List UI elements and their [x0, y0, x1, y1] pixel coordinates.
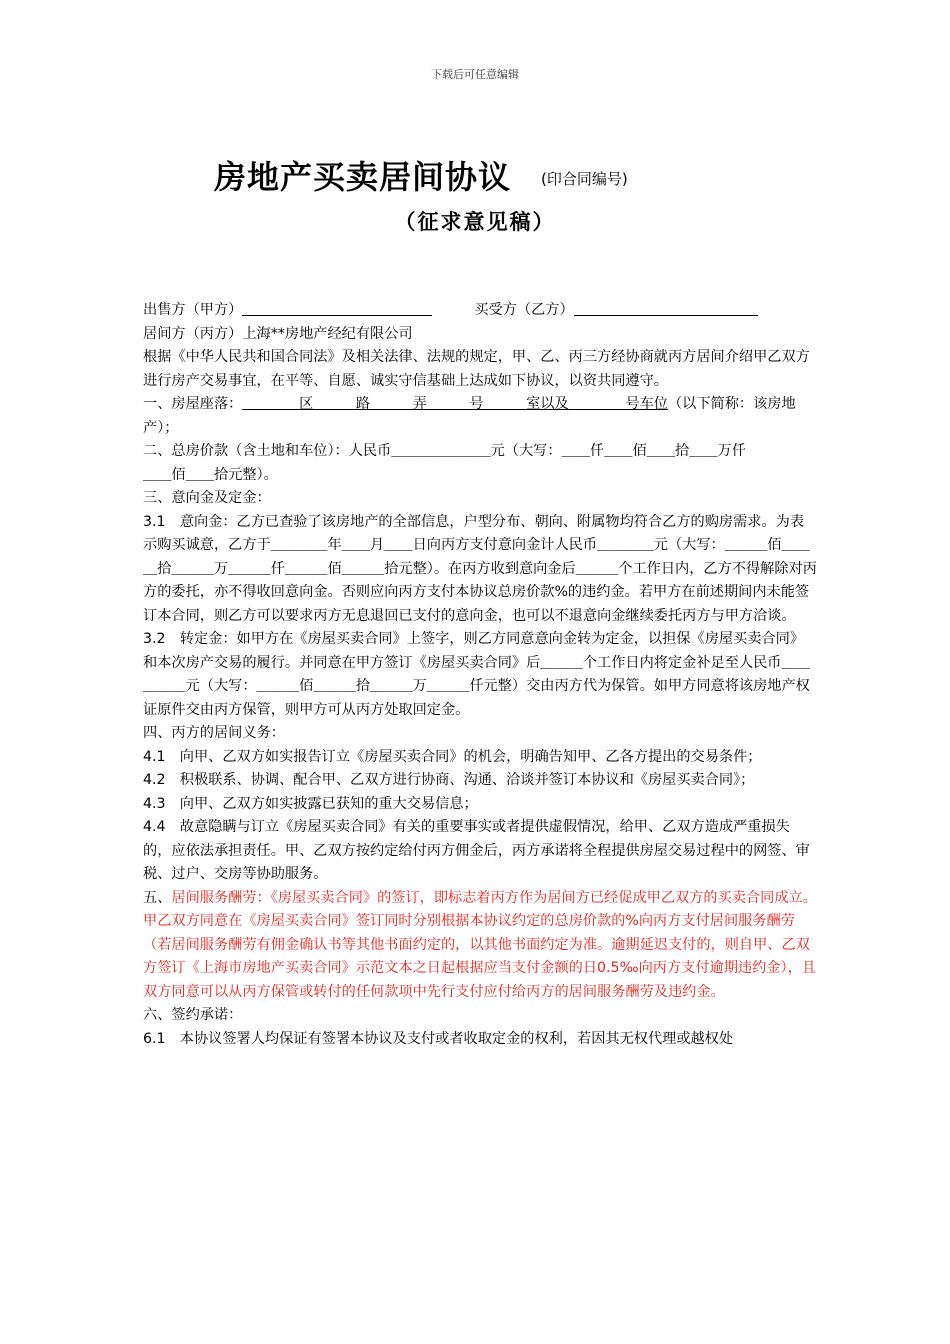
section-1-tail: （以下简称：该房地产）；	[143, 396, 796, 436]
clause-3-1: 3.1 意向金：乙方已查验了该房地产的全部信息，户型分布、朝向、附属物均符合乙方的购房需求。为表示购买诚意，乙方于＿＿＿＿年＿＿月＿＿日向丙方支付意向金计人民币＿＿＿＿元（大写：＿＿＿佰＿＿＿拾＿＿＿万＿＿＿仟＿＿＿佰＿＿＿拾元整）。在丙方收到意向金后＿＿＿个工作日内，乙方不得解除对丙方的委托，亦不得收回意向金。否则应向丙方支付本协议总房价款%的违约金。若甲方在前述期间内未能签订本合同，则乙方可以要求丙方无息退回已支付的意向金，也可以不退意向金继续委托丙方与甲方洽谈。	[143, 513, 817, 624]
buyer-blank[interactable]	[574, 299, 758, 316]
clause-4-1: 4.1 向甲、乙双方如实报告订立《房屋买卖合同》的机会，明确告知甲、乙各方提出的交易条件；	[143, 748, 762, 765]
contract-number-note: (印合同编号)	[541, 170, 628, 188]
section-2-line-2: ＿＿佰＿＿拾元整）。	[143, 466, 278, 483]
section-5-lead: 五、	[143, 889, 172, 906]
section-1	[143, 393, 818, 440]
section-5	[143, 887, 818, 1005]
section-5-text: 居间服务酬劳：《房屋买卖合同》的签订，即标志着丙方作为居间方已经促成甲乙双方的买卖合同成立。甲乙双方同意在《房屋买卖合同》签订同时分别根据本协议约定的总房价款的%向丙方支付居间服务酬劳（若居间服务酬劳有佣金确认书等其他书面约定的，以其他书面约定为准。逾期延迟支付的，则自甲、乙双方签订《上海市房地产买卖合同》示范文本之日起根据应当支付金额的日0.5‰向丙方支付逾期违约金），且双方同意可以从丙方保管或转付的任何款项中先行支付应付给丙方的居间服务酬劳及违约金。	[143, 889, 817, 1000]
header-note: 下载后可任意编辑	[431, 68, 519, 81]
seller-label: 出售方（甲方）	[143, 302, 243, 318]
section-3-heading: 三、意向金及定金：	[143, 490, 271, 506]
broker-line: 居间方（丙方）上海**房地产经纪有限公司	[143, 325, 413, 342]
clause-3-2: 3.2 转定金：如甲方在《房屋买卖合同》上签字，则乙方同意意向金转为定金，以担保《房屋买卖合同》和本次房产交易的履行。并同意在甲方签订《房屋买卖合同》后＿＿＿个工作日内将定金补足至人民币＿＿＿＿＿元（大写：＿＿＿佰＿＿＿拾＿＿＿万＿＿＿仟元整）交由丙方代为保管。如甲方同意将该房地产权证原件交由丙方保管，则甲方可从丙方处取回定金。	[143, 631, 810, 718]
clause-4-3: 4.3 向甲、乙双方如实披露已获知的重大交易信息；	[143, 795, 478, 812]
section-4-heading: 四、丙方的居间义务：	[143, 725, 285, 741]
contract-body	[143, 299, 818, 1051]
address-blank[interactable]: ＿＿＿＿区＿＿＿路＿＿＿弄＿＿＿号＿＿＿室以及＿＿＿＿号车位	[242, 396, 668, 412]
clause-6-1: 6.1 本协议签署人均保证有签署本协议及支付或者收取定金的权利，若因其无权代理或越权处	[143, 1030, 734, 1047]
seller-blank[interactable]	[242, 299, 432, 316]
buyer-label: 买受方（乙方）	[474, 302, 574, 318]
clause-4-2: 4.2 积极联系、协调、配合甲、乙双方进行协商、沟通、洽谈并签订本协议和《房屋买卖合同》；	[143, 772, 755, 788]
document-subtitle: （征求意见稿）	[394, 209, 556, 234]
title-row	[214, 152, 628, 198]
document-title: 房地产买卖居间协议	[214, 158, 512, 196]
clause-4-4: 4.4 故意隐瞒与订立《房屋买卖合同》有关的重要事实或者提供虚假情况，给甲、乙双方造成严重损失的，应依法承担责任。甲、乙双方按约定给付丙方佣金后，丙方承诺将全程提供房屋交易过程中的网签、审税、过户、交房等协助服务。	[143, 819, 810, 882]
preamble: 根据《中华人民共和国合同法》及相关法律、法规的规定，甲、乙、丙三方经协商就丙方居间介绍甲乙双方进行房产交易事宜，在平等、自愿、诚实守信基础上达成如下协议，以资共同遵守。	[143, 349, 810, 389]
section-2-line-1: 二、总房价款（含土地和车位）：人民币＿＿＿＿＿＿＿元（大写：＿＿仟＿＿佰＿＿拾＿＿万仟	[143, 443, 746, 459]
parties-line	[143, 299, 818, 323]
section-1-lead: 一、房屋座落：	[143, 396, 243, 412]
section-6-heading: 六、签约承诺：	[143, 1007, 243, 1023]
